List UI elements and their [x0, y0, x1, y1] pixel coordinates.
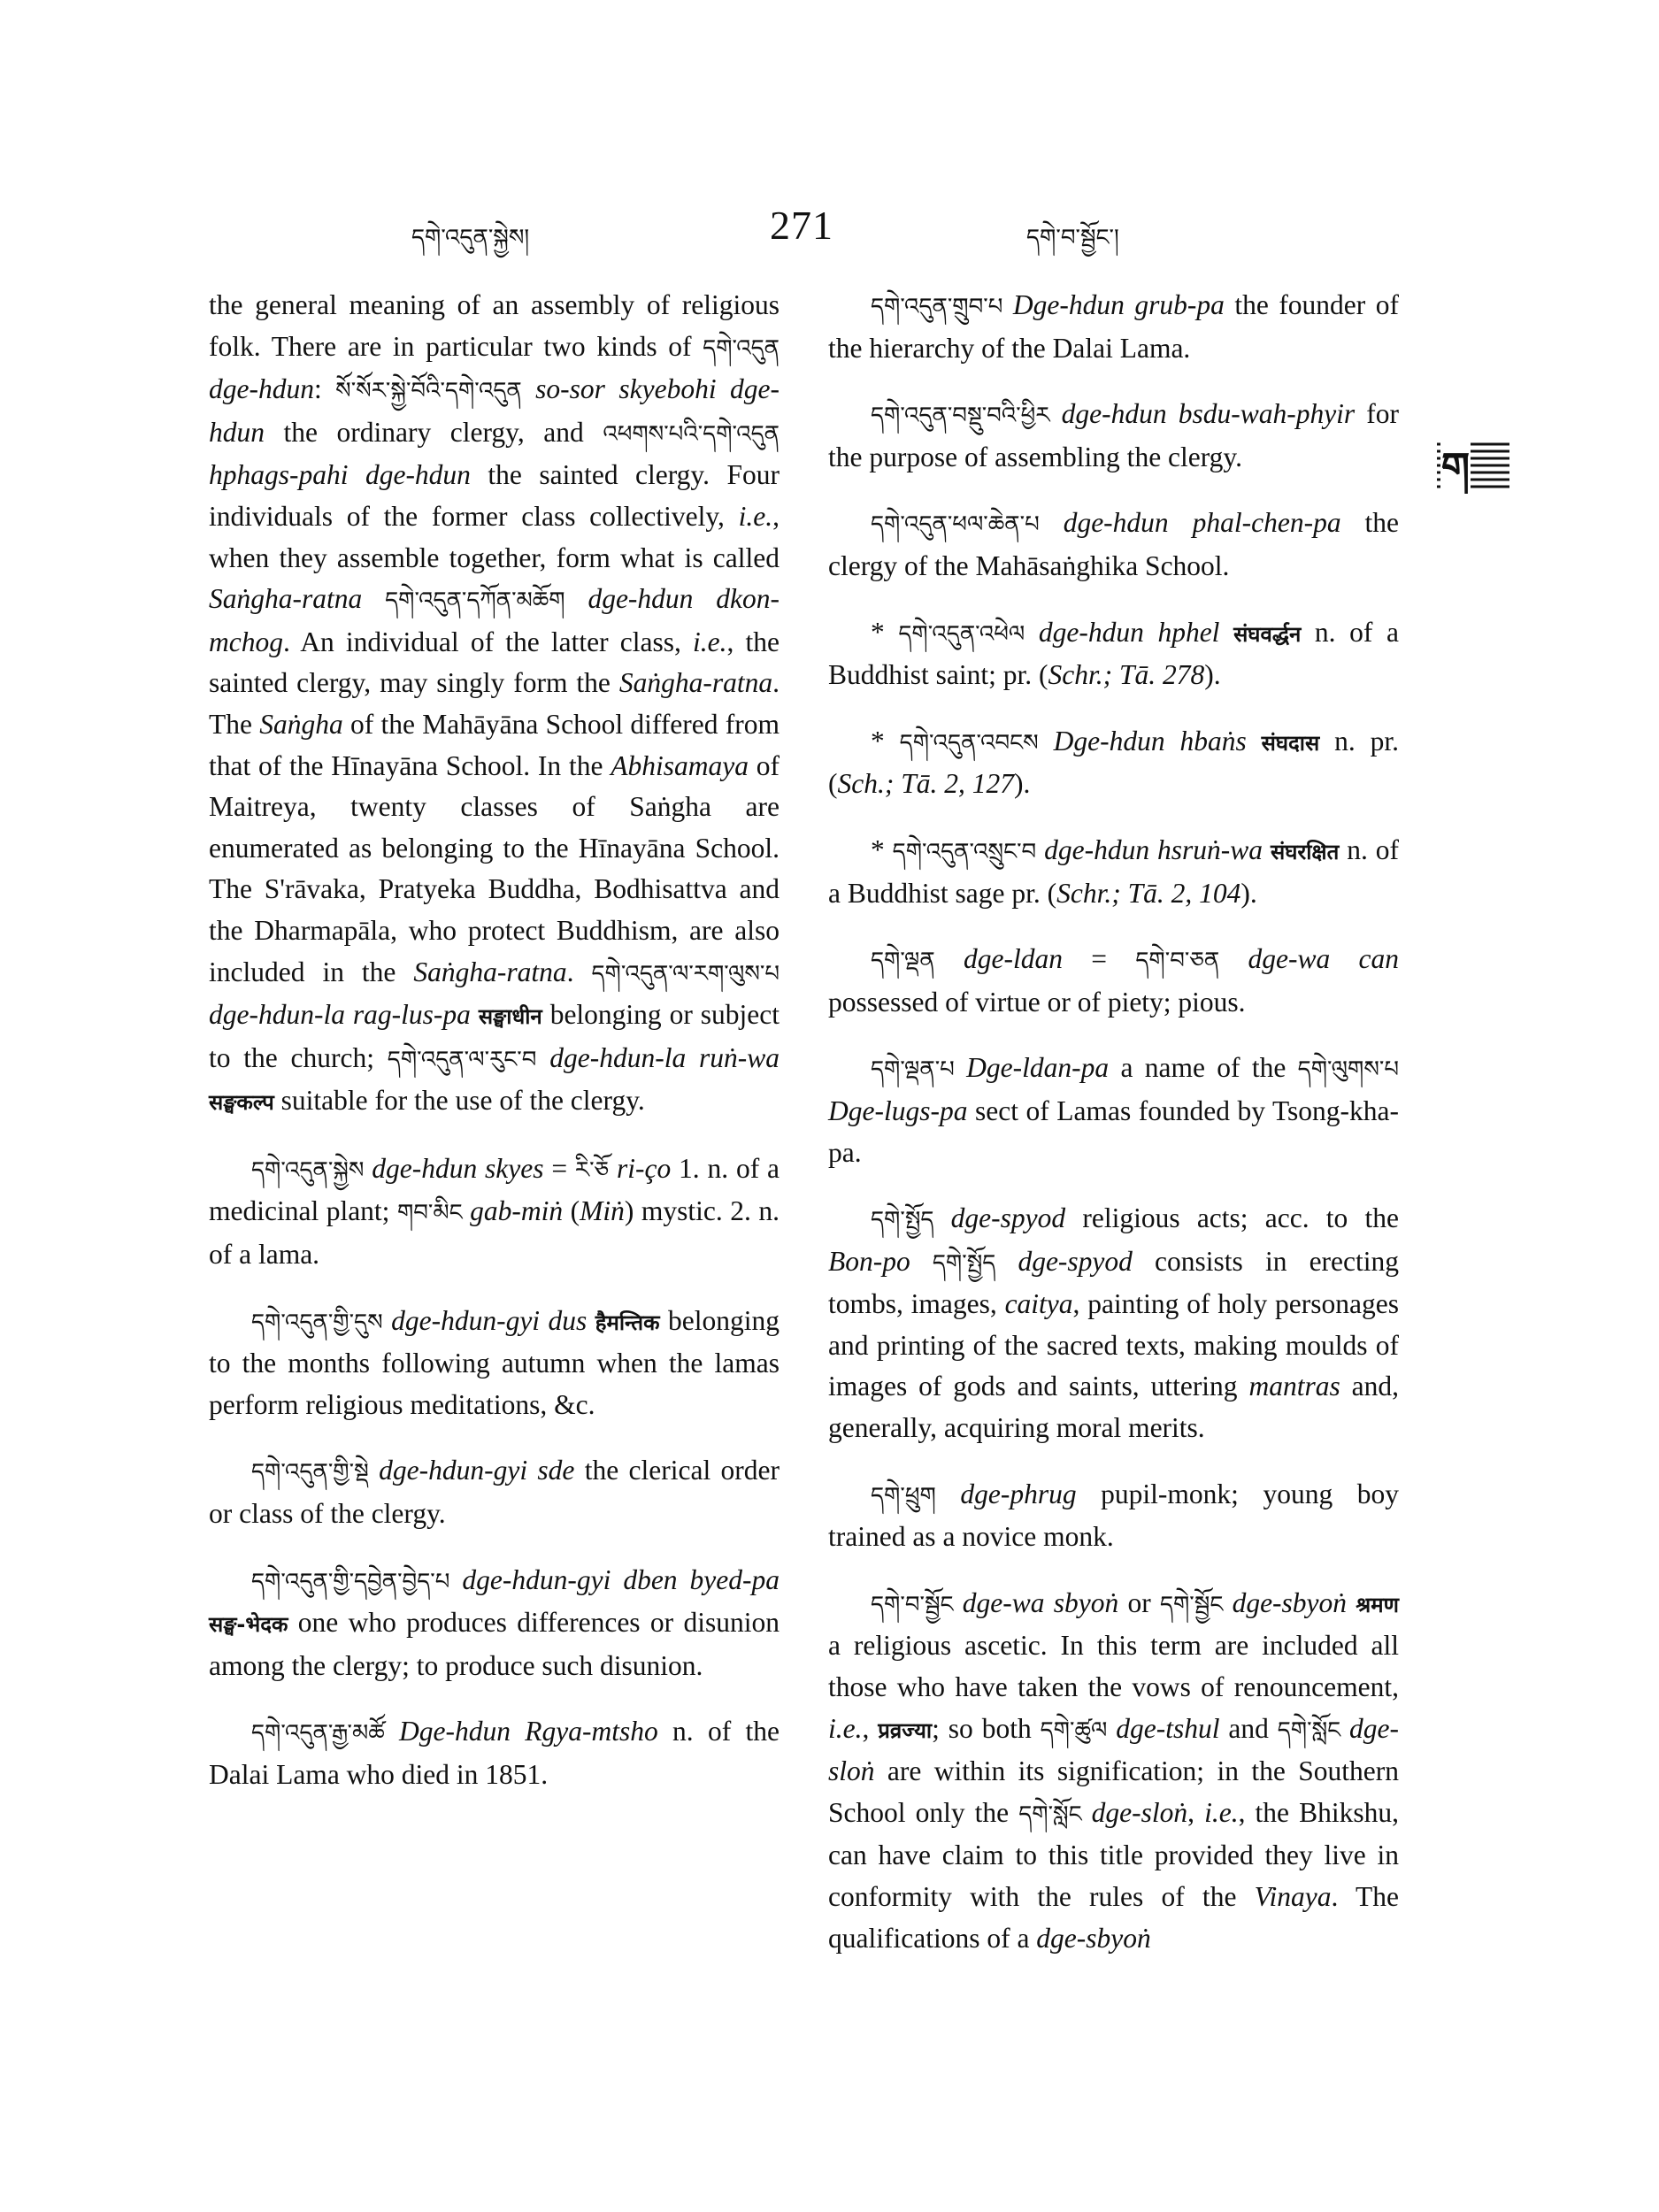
entry-dge-hdun-rgya-mtsho: དགེ་འདུན་རྒྱ་མཚོ Dge-hdun Rgya-mtsho n. of the Dalai Lama who died in 1851.: [209, 1716, 780, 1790]
page-number: 271: [770, 203, 833, 248]
entry-continuation: the general meaning of an assembly of religious folk. There are in particular two kinds of དགེ་འདུན dge-hdun: སོ་སོར་སྐྱེ་བོའི་དགེ་འདུན so-sor skyebohi dge-hdun the ordinary clergy, and འཕགས་པའི་དགེ་འདུན hphags-pahi dge-hdun the sainted clergy. Four individuals of the former class collectively, i.e., when they assemble together, form what is called Saṅgha-ratna དགེ་འདུན་དཀོན་མཆོག dge-hdun dkon-mchog. An individual of the latter class, i.e., the sainted clergy, may singly form the Saṅgha-ratna. The Saṅgha of the Mahāyāna School differed from that of the Hīnayāna School. In the Abhisamaya of Maitreya, twenty classes of Saṅgha are enumerated as belonging to the Hīnayāna School. The S'rāvaka, Pratyeka Buddha, Bodhisattva and the Dharmapāla, who protect Buddhism, are also included in the Saṅgha-ratna. དགེ་འདུན་ལ་རག་ལུས་པ dge-hdun-la rag-lus-pa सङ्घाधीन belonging or subject to the church; དགེ་འདུན་ལ་རུང་བ dge-hdun-la ruṅ-wa सङ्घकल्प suitable for the use of the clergy.: [209, 289, 780, 1117]
entry-dge-hdun-hsrun-wa: * དགེ་འདུན་འསྲུང་བ dge-hdun hsruṅ-wa संघरक्षित n. of a Buddhist sage pr. (Schr.; Tā. 2, 104).: [828, 833, 1400, 909]
entry-dge-hdun-gyi-dben: དགེ་འདུན་གྱི་དབྱེན་བྱེད་པ dge-hdun-gyi dben byed-pa सङ्घ-भेदक one who produces differences or disunion among the clergy; to produce such disunion.: [209, 1563, 780, 1681]
entry-dge-hdun-gyi-sde: དགེ་འདུན་གྱི་སྡེ dge-hdun-gyi sde the clerical order or class of the clergy.: [209, 1455, 780, 1530]
entry-dge-hdun-grub-pa: དགེ་འདུན་གྲུབ་པ Dge-hdun grub-pa the founder of the hierarchy of the Dalai Lama.: [828, 289, 1400, 364]
entry-dge-phrug: དགེ་ཕྲུག dge-phrug pupil-monk; young boy trained as a novice monk.: [828, 1478, 1400, 1553]
entry-dge-hdun-hbans: * དགེ་འདུན་འབངས Dge-hdun hbaṅs संघदास n. pr. (Sch.; Tā. 2, 127).: [828, 725, 1400, 800]
thumb-index-icon: [1435, 439, 1511, 494]
left-column: [209, 285, 780, 1821]
entry-dge-hdun-phal-chen-pa: དགེ་འདུན་ཕལ་ཆེན་པ dge-hdun phal-chen-pa the clergy of the Mahāsaṅghika School.: [828, 507, 1400, 581]
entry-dge-wa-sbyon: དགེ་བ་སྦྱོང dge-wa sbyoṅ or དགེ་སྦྱོང dge-sbyoṅ श्रमण a religious ascetic. In this term are included all those who have taken the vows of renouncement, i.e., प्रव्रज्या; so both དགེ་ཚུལ dge-tshul and དགེ་སློང dge-sloṅ are within its signification; in the Southern School only the དགེ་སློང dge-sloṅ, i.e., the Bhikshu, can have claim to this title provided they live in conformity with the rules of the Vinaya. The qualifications of a dge-sbyoṅ: [828, 1586, 1400, 1954]
entry-dge-spyod: དགེ་སྤྱོད dge-spyod religious acts; acc. to the Bon-po དགེ་སྤྱོད dge-spyod consists in erecting tombs, images, caitya, painting of holy personages and printing of the sacred texts, making moulds of images of gods and saints, uttering mantras and, generally, acquiring moral merits.: [828, 1202, 1400, 1444]
entry-dge-hdun-gyi-dus: དགེ་འདུན་གྱི་དུས dge-hdun-gyi dus हैमन्तिक belonging to the months following autumn when the lamas perform religious meditations, &c.: [209, 1304, 780, 1420]
thumb-glyph: ག: [1440, 443, 1471, 491]
right-column: [828, 285, 1399, 1984]
entry-dge-ldan: དགེ་ལྡན dge-ldan = དགེ་བ་ཅན dge-wa can possessed of virtue or of piety; pious.: [828, 943, 1400, 1018]
entry-dge-hdun-bsdu: དགེ་འདུན་བསྡུ་བའི་ཕྱིར dge-hdun bsdu-wah-phyir for the purpose of assembling the clergy.: [828, 398, 1400, 472]
entry-dge-hdun-skyes: དགེ་འདུན་སྐྱེས dge-hdun skyes = རི་ཅོ ri-ço 1. n. of a medicinal plant; གབ་མིང gab-miṅ (Miṅ) mystic. 2. n. of a lama.: [209, 1152, 780, 1271]
page-header: [204, 202, 1407, 264]
entry-dge-hdun-hphel: * དགེ་འདུན་འཕེལ dge-hdun hphel संघवर्द्धन n. of a Buddhist saint; pr. (Schr.; Tā. 278).: [828, 616, 1399, 691]
header-left-word: དགེ་འདུན་སྐྱེས།: [411, 225, 530, 251]
header-right-word: དགེ་བ་སྦྱོང་།: [1026, 225, 1119, 251]
entry-dge-ldan-pa: དགེ་ལྡན་པ Dge-ldan-pa a name of the དགེ་ལུགས་པ Dge-lugs-pa sect of Lamas founded by Tsong-kha-pa.: [828, 1052, 1400, 1168]
